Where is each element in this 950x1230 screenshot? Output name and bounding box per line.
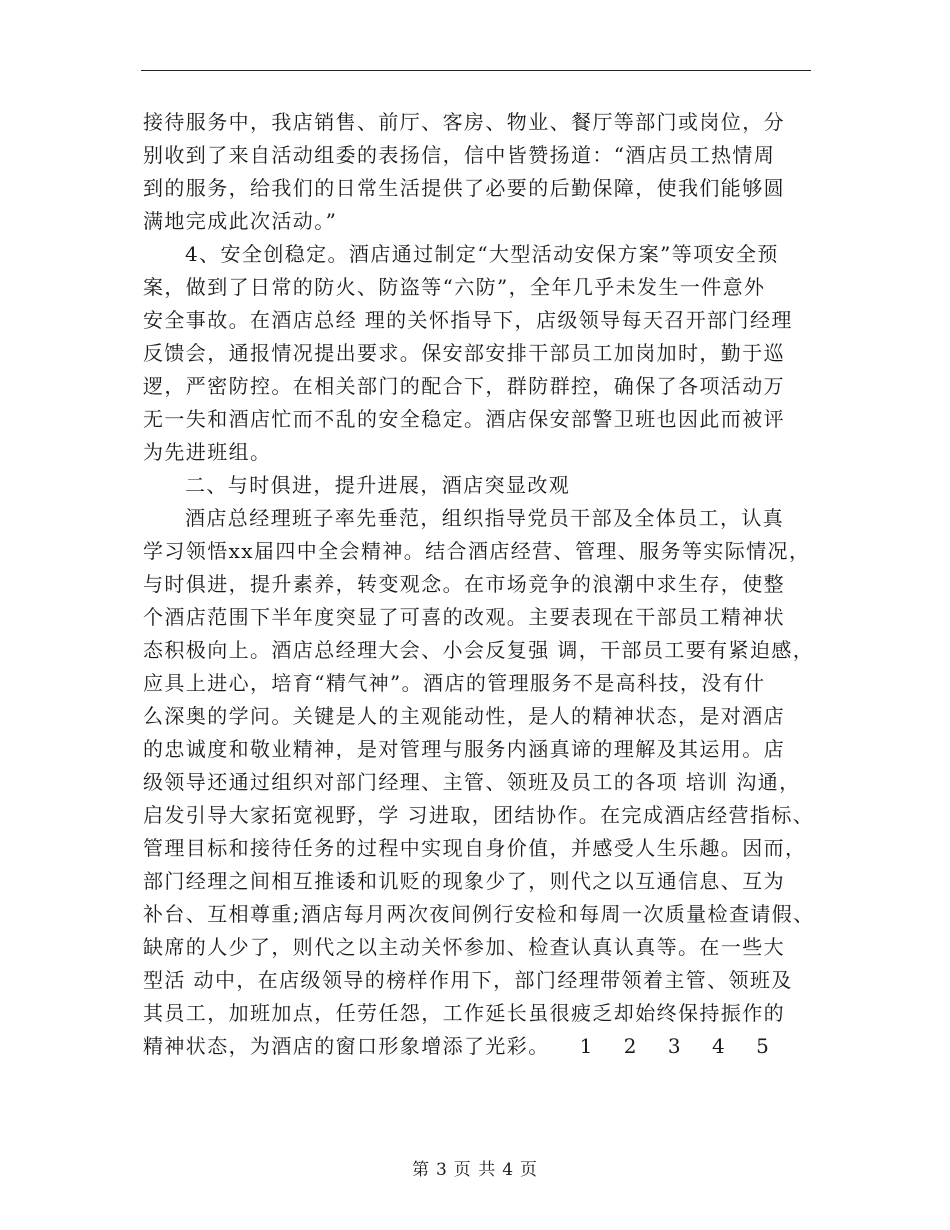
footer-prefix: 第: [411, 1160, 430, 1180]
footer-middle: 页 共: [453, 1160, 497, 1180]
page-number-link[interactable]: 2: [623, 1034, 638, 1058]
footer-suffix: 页: [520, 1160, 539, 1180]
text-line: 的忠诚度和敬业精神，是对管理与服务内涵真谛的理解及其运用。店: [143, 737, 785, 761]
text-line: 型活 动中，在店级领导的榜样作用下，部门经理带领着主管、领班及: [143, 968, 793, 992]
text-line: 到的服务，给我们的日常生活提供了必要的后勤保障，使我们能够圆: [143, 176, 785, 200]
header-rule: [141, 70, 811, 71]
section-heading: 二、与时俱进，提升进展，酒店突显改观: [185, 473, 571, 497]
text-line-with-page-numbers: [143, 1030, 823, 1063]
text-line-content: 精神状态，为酒店的窗口形象增添了光彩。: [143, 1034, 550, 1058]
footer-total-pages: 4: [502, 1160, 515, 1180]
text-line: 级领导还通过组织对部门经理、主管、领班及员工的各项 培训 沟通，: [143, 770, 801, 794]
text-line: 缺席的人少了，则代之以主动关怀参加、检查认真认真等。在一些大: [143, 935, 785, 959]
text-line: 应具上进心，培育“精气神”。酒店的管理服务不是高科技，没有什: [143, 671, 766, 695]
text-line: 反馈会，通报情况提出要求。保安部安排干部员工加岗加时，勤于巡: [143, 341, 785, 365]
page-number-link[interactable]: 1: [579, 1034, 594, 1058]
text-line: 启发引导大家拓宽视野，学 习进取，团结协作。在完成酒店经营指标、: [143, 803, 815, 827]
paragraph-start-line: 酒店总经理班子率先垂范，组织指导党员干部及全体员工，认真: [185, 506, 785, 530]
text-line: 管理目标和接待任务的过程中实现自身价值，并感受人生乐趣。因而，: [143, 836, 807, 860]
text-line: 无一失和酒店忙而不乱的安全稳定。酒店保安部警卫班也因此而被评: [143, 407, 785, 431]
text-line: 为先进班组。: [143, 440, 272, 464]
text-line: 别收到了来自活动组委的表扬信，信中皆赞扬道：“酒店员工热情周: [143, 143, 776, 167]
page-number-link[interactable]: 5: [756, 1034, 771, 1058]
text-line: 逻，严密防控。在相关部门的配合下，群防群控，确保了各项活动万: [143, 374, 785, 398]
page-footer: [0, 1155, 950, 1180]
text-line: 与时俱进，提升素养，转变观念。在市场竞争的浪潮中求生存，使整: [143, 572, 785, 596]
footer-current-page: 3: [435, 1160, 448, 1180]
paragraph-start-line: 4、安全创稳定。酒店通过制定“大型活动安保方案”等项安全预: [185, 242, 779, 266]
text-line: 个酒店范围下半年度突显了可喜的改观。主要表现在干部员工精神状: [143, 605, 785, 629]
text-line: 态积极向上。酒店总经理大会、小会反复强 调，干部员工要有紧迫感，: [143, 638, 815, 662]
text-line: 部门经理之间相互推诿和讥贬的现象少了，则代之以互通信息、互为: [143, 869, 785, 893]
page-number-link[interactable]: 4: [711, 1034, 727, 1058]
text-line: 其员工，加班加点，任劳任怨，工作延长虽很疲乏却始终保持振作的: [143, 1001, 785, 1025]
text-line: 接待服务中，我店销售、前厅、客房、物业、餐厅等部门或岗位，分: [143, 110, 785, 134]
text-line: 案，做到了日常的防火、防盗等“六防”，全年几乎未发生一件意外: [143, 275, 766, 299]
document-body: [143, 106, 823, 1063]
text-line: 学习领悟xx届四中全会精神。结合酒店经营、管理、服务等实际情况，: [143, 539, 811, 563]
text-line: 补台、互相尊重;酒店每月两次夜间例行安检和每周一次质量检查请假、: [143, 902, 815, 926]
page-number-link[interactable]: 3: [667, 1034, 682, 1058]
text-line: 么深奥的学问。关键是人的主观能动性，是人的精神状态，是对酒店: [143, 704, 785, 728]
text-line: 安全事故。在酒店总经 理的关怀指导下，店级领导每天召开部门经理: [143, 308, 793, 332]
text-line: 满地完成此次活动。”: [143, 209, 338, 233]
